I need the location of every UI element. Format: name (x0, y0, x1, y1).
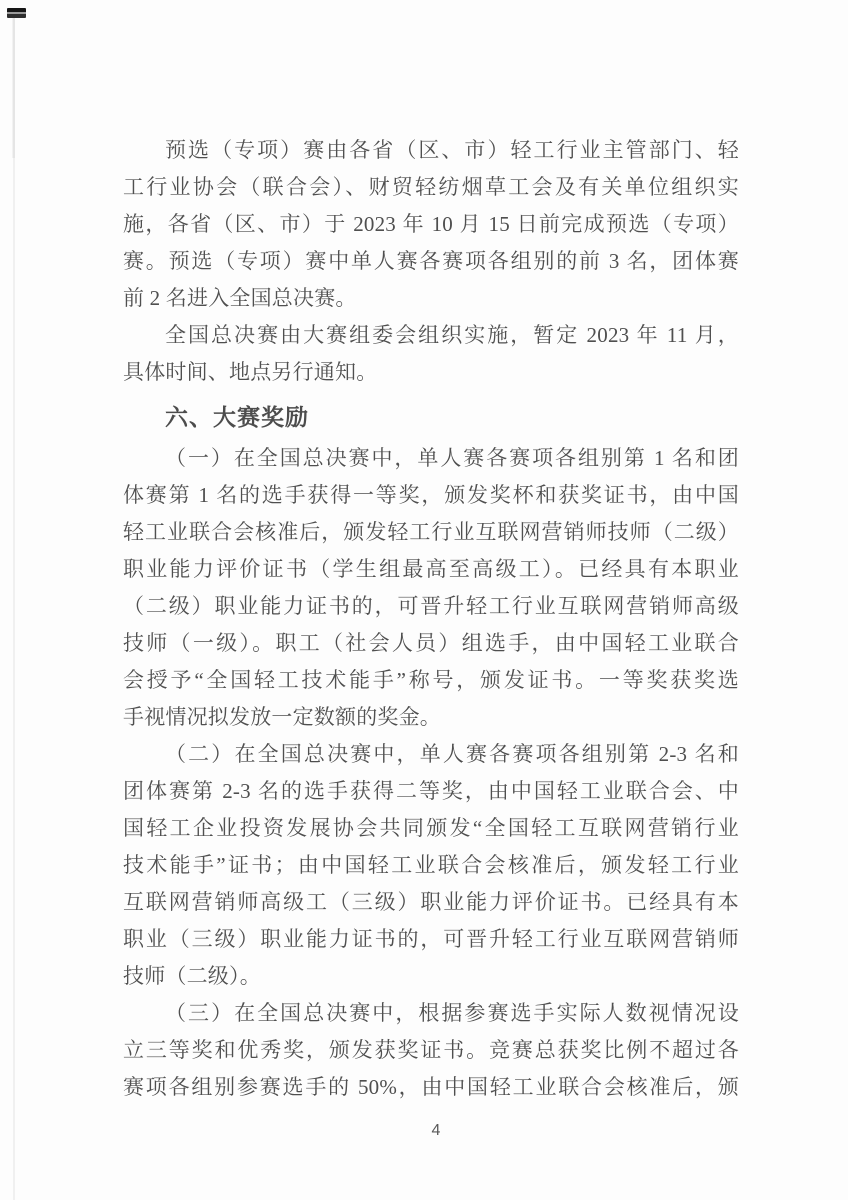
text-line: （一）在全国总决赛中，单人赛各赛项各组别第 1 名和团 (165, 446, 739, 470)
text-line: 技师（二级）。 (123, 964, 261, 988)
text-line: 赛。预选（专项）赛中单人赛各赛项各组别的前 3 名，团体赛 (123, 249, 739, 273)
section-heading: 六、大赛奖励 (165, 404, 309, 430)
text-line: 职业能力评价证书（学生组最高至高级工）。已经具有本职业 (123, 557, 739, 581)
text-line: 技师（一级）。职工（社会人员）组选手，由中国轻工业联合 (123, 631, 739, 655)
page-number: 4 (431, 1122, 441, 1139)
text-line: （二级）职业能力证书的，可晋升轻工行业互联网营销师高级 (123, 594, 739, 618)
text-line: 全国总决赛由大赛组委会组织实施，暂定 2023 年 11 月， (165, 323, 739, 347)
text-line: 团体赛第 2-3 名的选手获得二等奖，由中国轻工业联合会、中 (123, 779, 739, 803)
text-line: 会授予“全国轻工技术能手”称号，颁发证书。一等奖获奖选 (123, 668, 739, 692)
text-line: 预选（专项）赛由各省（区、市）轻工行业主管部门、轻 (165, 138, 739, 162)
text-line: 立三等奖和优秀奖，颁发获奖证书。竞赛总获奖比例不超过各 (123, 1038, 739, 1062)
text-line: 国轻工企业投资发展协会共同颁发“全国轻工互联网营销行业 (123, 816, 739, 840)
text-line: 施，各省（区、市）于 2023 年 10 月 15 日前完成预选（专项） (123, 212, 739, 236)
text-line: 前 2 名进入全国总决赛。 (123, 286, 357, 310)
text-line: （三）在全国总决赛中，根据参赛选手实际人数视情况设 (165, 1001, 739, 1025)
text-line: 体赛第 1 名的选手获得一等奖，颁发奖杯和获奖证书，由中国 (123, 483, 739, 507)
text-line: 职业（三级）职业能力证书的，可晋升轻工行业互联网营销师 (123, 927, 739, 951)
text-line: （二）在全国总决赛中，单人赛各赛项各组别第 2-3 名和 (165, 742, 739, 766)
scan-corner-mark (7, 8, 26, 18)
text-line: 互联网营销师高级工（三级）职业能力评价证书。已经具有本 (123, 890, 739, 914)
text-line: 赛项各组别参赛选手的 50%，由中国轻工业联合会核准后，颁 (123, 1075, 739, 1099)
document-body (123, 132, 739, 1106)
text-line: 轻工业联合会核准后，颁发轻工行业互联网营销师技师（二级） (123, 520, 739, 544)
text-line: 工行业协会（联合会）、财贸轻纺烟草工会及有关单位组织实 (123, 175, 739, 199)
text-line: 技术能手”证书；由中国轻工业联合会核准后，颁发轻工行业 (123, 853, 739, 877)
scan-edge-shadow (13, 18, 15, 1200)
text-line: 手视情况拟发放一定数额的奖金。 (123, 705, 441, 729)
text-line: 具体时间、地点另行通知。 (123, 360, 378, 384)
